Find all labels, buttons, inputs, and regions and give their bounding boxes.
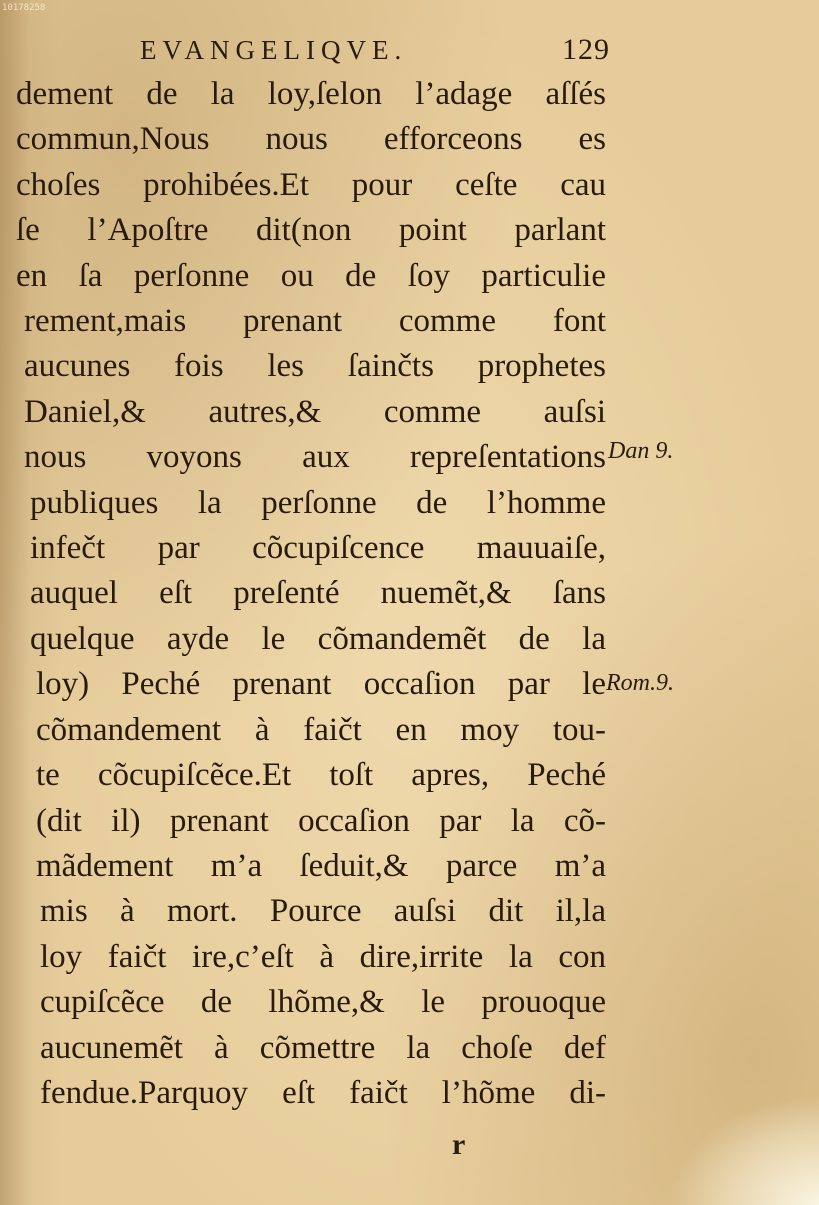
margin-note-romans: Rom.9. bbox=[606, 670, 674, 696]
text-line: te cõcupiſcẽce.Et toſt apres, Peché bbox=[36, 757, 606, 794]
text-line: auquel eſt preſenté nuemẽt,& ſans bbox=[30, 575, 606, 612]
text-line: cupiſcẽce de lhõme,& le prouoque bbox=[40, 984, 606, 1021]
text-line: Daniel,& autres,& comme auſsi bbox=[24, 393, 606, 430]
text-line: choſes prohibées.Et pour ceſte cau bbox=[16, 166, 606, 203]
library-id: 10178258 bbox=[2, 3, 46, 13]
running-title: EVANGELIQVE. bbox=[140, 35, 408, 65]
text-line: mãdement m’a ſeduit,& parce m’a bbox=[36, 847, 606, 884]
page-header bbox=[140, 30, 610, 70]
text-line: loy) Peché prenant occaſion par le bbox=[36, 666, 606, 703]
page-number: 129 bbox=[562, 33, 610, 66]
text-line: loy faičt ire,c’eſt à dire,irrite la con bbox=[40, 938, 606, 975]
text-line: rement,mais prenant comme font bbox=[24, 303, 606, 340]
body-text bbox=[16, 72, 606, 1116]
text-line: dement de la loy,ſelon l’adage aſſés bbox=[16, 76, 606, 112]
text-line: quelque ayde le cõmandemẽt de la bbox=[30, 620, 606, 657]
text-line: commun,Nous nous efforceons es bbox=[16, 121, 606, 158]
text-line: infečt par cõcupiſcence mauuaiſe, bbox=[30, 530, 606, 567]
text-line: aucunes fois les ſainčts prophetes bbox=[24, 348, 606, 385]
text-line: cõmandement à faičt en moy tou- bbox=[36, 711, 606, 748]
text-line: fendue.Parquoy eſt faičt l’hõme di- bbox=[40, 1074, 606, 1111]
text-line: (dit il) prenant occaſion par la cõ- bbox=[36, 802, 606, 839]
text-line: ſe l’Apoſtre dit(non point parlant bbox=[16, 212, 606, 249]
text-line: aucunemẽt à cõmettre la choſe def bbox=[40, 1029, 606, 1066]
margin-note-daniel: Dan 9. bbox=[608, 438, 674, 464]
text-line: en ſa perſonne ou de ſoy particulie bbox=[16, 257, 606, 294]
text-line: nous voyons aux repreſentations bbox=[24, 439, 606, 476]
catchword: r bbox=[452, 1128, 466, 1161]
page-corner-highlight bbox=[669, 1095, 819, 1205]
text-line: mis à mort. Pource auſsi dit il,la bbox=[40, 893, 606, 930]
text-line: publiques la perſonne de l’homme bbox=[30, 484, 606, 521]
